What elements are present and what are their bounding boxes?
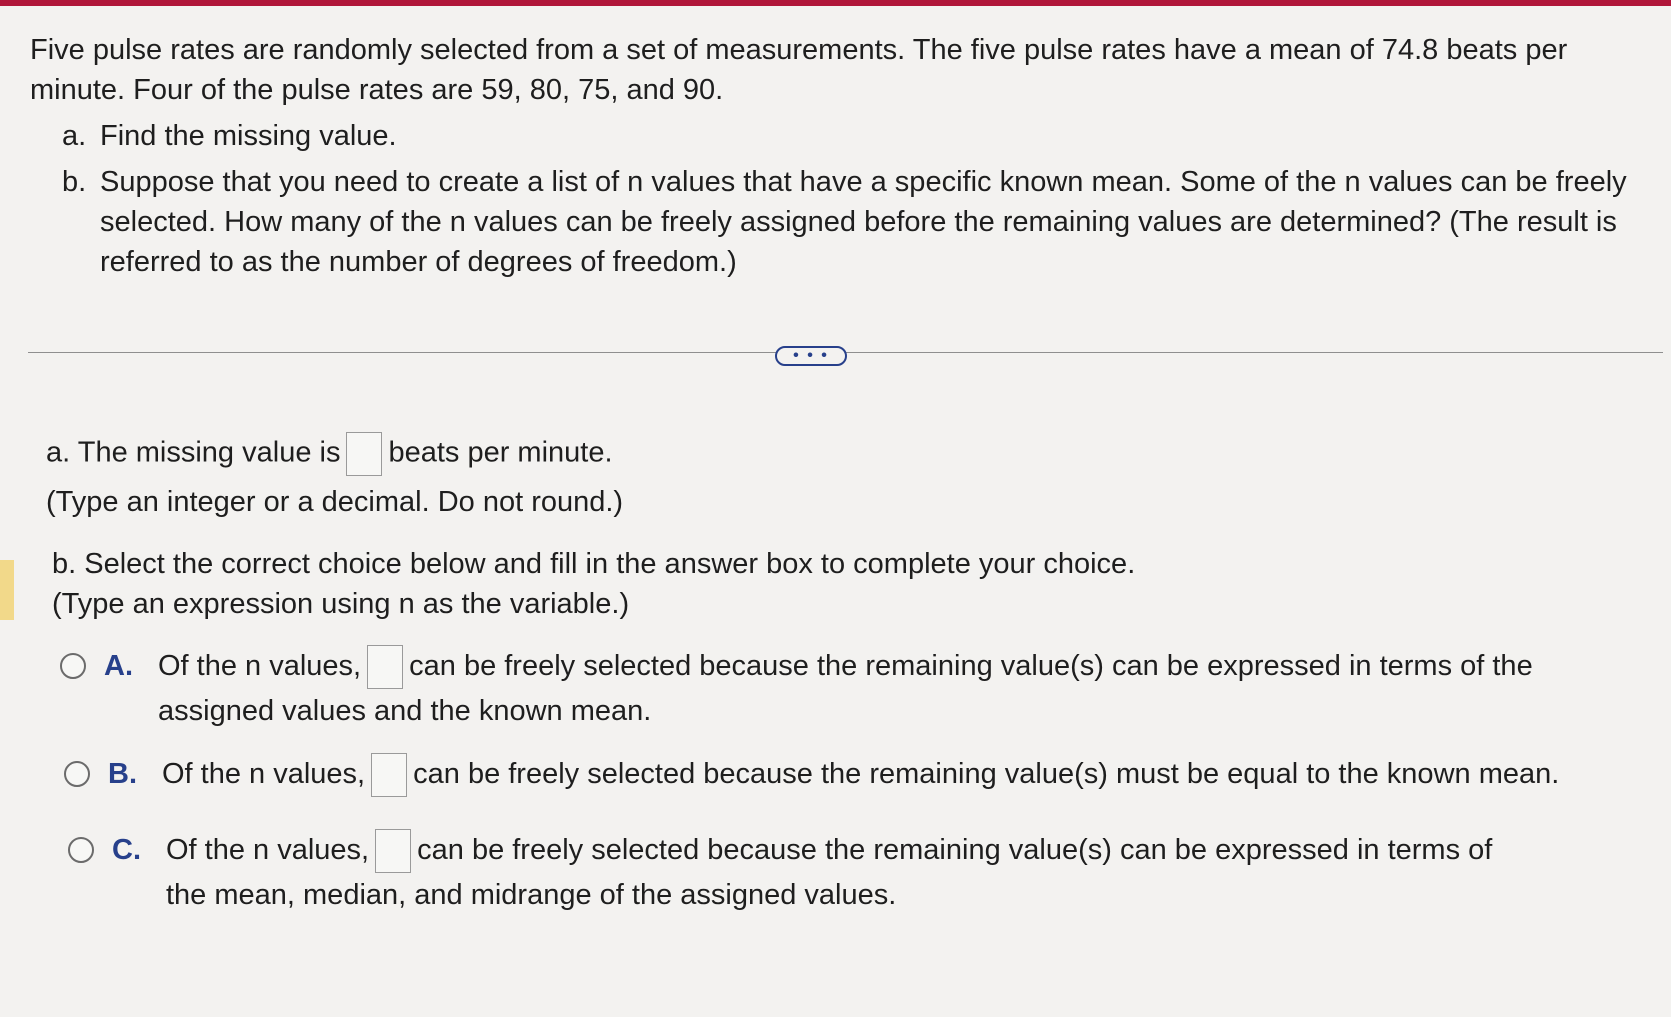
choice-c-text bbox=[166, 828, 1586, 917]
choice-c-after: can be freely selected because the remaining value(s) can be expressed in terms of bbox=[417, 834, 1493, 866]
question-part-b-label: b. bbox=[62, 166, 87, 198]
choice-a-after: can be freely selected because the remaining value(s) can be expressed in terms of the bbox=[409, 650, 1533, 682]
choice-a-text bbox=[158, 644, 1578, 733]
question-part-a bbox=[30, 116, 1650, 156]
choice-b-letter: B. bbox=[108, 758, 137, 790]
question-part-b-text: Suppose that you need to create a list of n values that have a specific known mean. Some of the n values can be freely selected. How many of the n values can be freely assigned before the remaining values are determined? (The result is referred to as the number of degrees of freedom.) bbox=[100, 166, 1627, 278]
choice-c-letter: C. bbox=[112, 834, 141, 866]
choice-a-input[interactable] bbox=[367, 645, 403, 689]
question-part-b bbox=[30, 162, 1650, 282]
choice-c-input[interactable] bbox=[375, 829, 411, 873]
left-accent-bar bbox=[0, 560, 14, 620]
answer-a-after: beats per minute. bbox=[388, 436, 613, 469]
question-text bbox=[30, 30, 1650, 282]
answer-part-a bbox=[46, 432, 623, 522]
choice-b-before: Of the n values, bbox=[162, 758, 366, 790]
answer-a-label: a. bbox=[46, 436, 71, 469]
answer-b-label: b. bbox=[52, 548, 77, 580]
choice-a-radio[interactable] bbox=[60, 653, 86, 679]
more-options-button[interactable]: • • • bbox=[775, 346, 847, 366]
choice-b-input[interactable] bbox=[371, 753, 407, 797]
choice-b-after: can be freely selected because the remaining value(s) must be equal to the known mean. bbox=[413, 758, 1560, 790]
question-part-a-text: Find the missing value. bbox=[100, 120, 397, 152]
choice-c-line2: the mean, median, and midrange of the assigned values. bbox=[166, 879, 897, 912]
answer-a-before: The missing value is bbox=[77, 436, 341, 469]
answer-a-hint: (Type an integer or a decimal. Do not round.) bbox=[46, 486, 624, 518]
answer-b-hint: (Type an expression using n as the variable.) bbox=[52, 588, 630, 620]
missing-value-input[interactable] bbox=[346, 432, 382, 476]
choice-c-radio[interactable] bbox=[68, 837, 94, 863]
question-intro: Five pulse rates are randomly selected from a set of measurements. The five pulse rates have a mean of 74.8 beats per minute. Four of the pulse rates are 59, 80, 75, and 90. bbox=[30, 34, 1568, 106]
choice-a-line2: assigned values and the known mean. bbox=[158, 695, 652, 728]
choice-c-before: Of the n values, bbox=[166, 834, 370, 866]
answer-b-instruction: Select the correct choice below and fill in the answer box to complete your choice. bbox=[84, 548, 1136, 580]
choice-b-text bbox=[162, 752, 1582, 797]
question-part-a-label: a. bbox=[62, 120, 87, 152]
choice-b-radio[interactable] bbox=[64, 761, 90, 787]
choice-a-letter: A. bbox=[104, 650, 133, 682]
answer-part-b bbox=[52, 544, 1135, 624]
choice-a-before: Of the n values, bbox=[158, 650, 362, 682]
